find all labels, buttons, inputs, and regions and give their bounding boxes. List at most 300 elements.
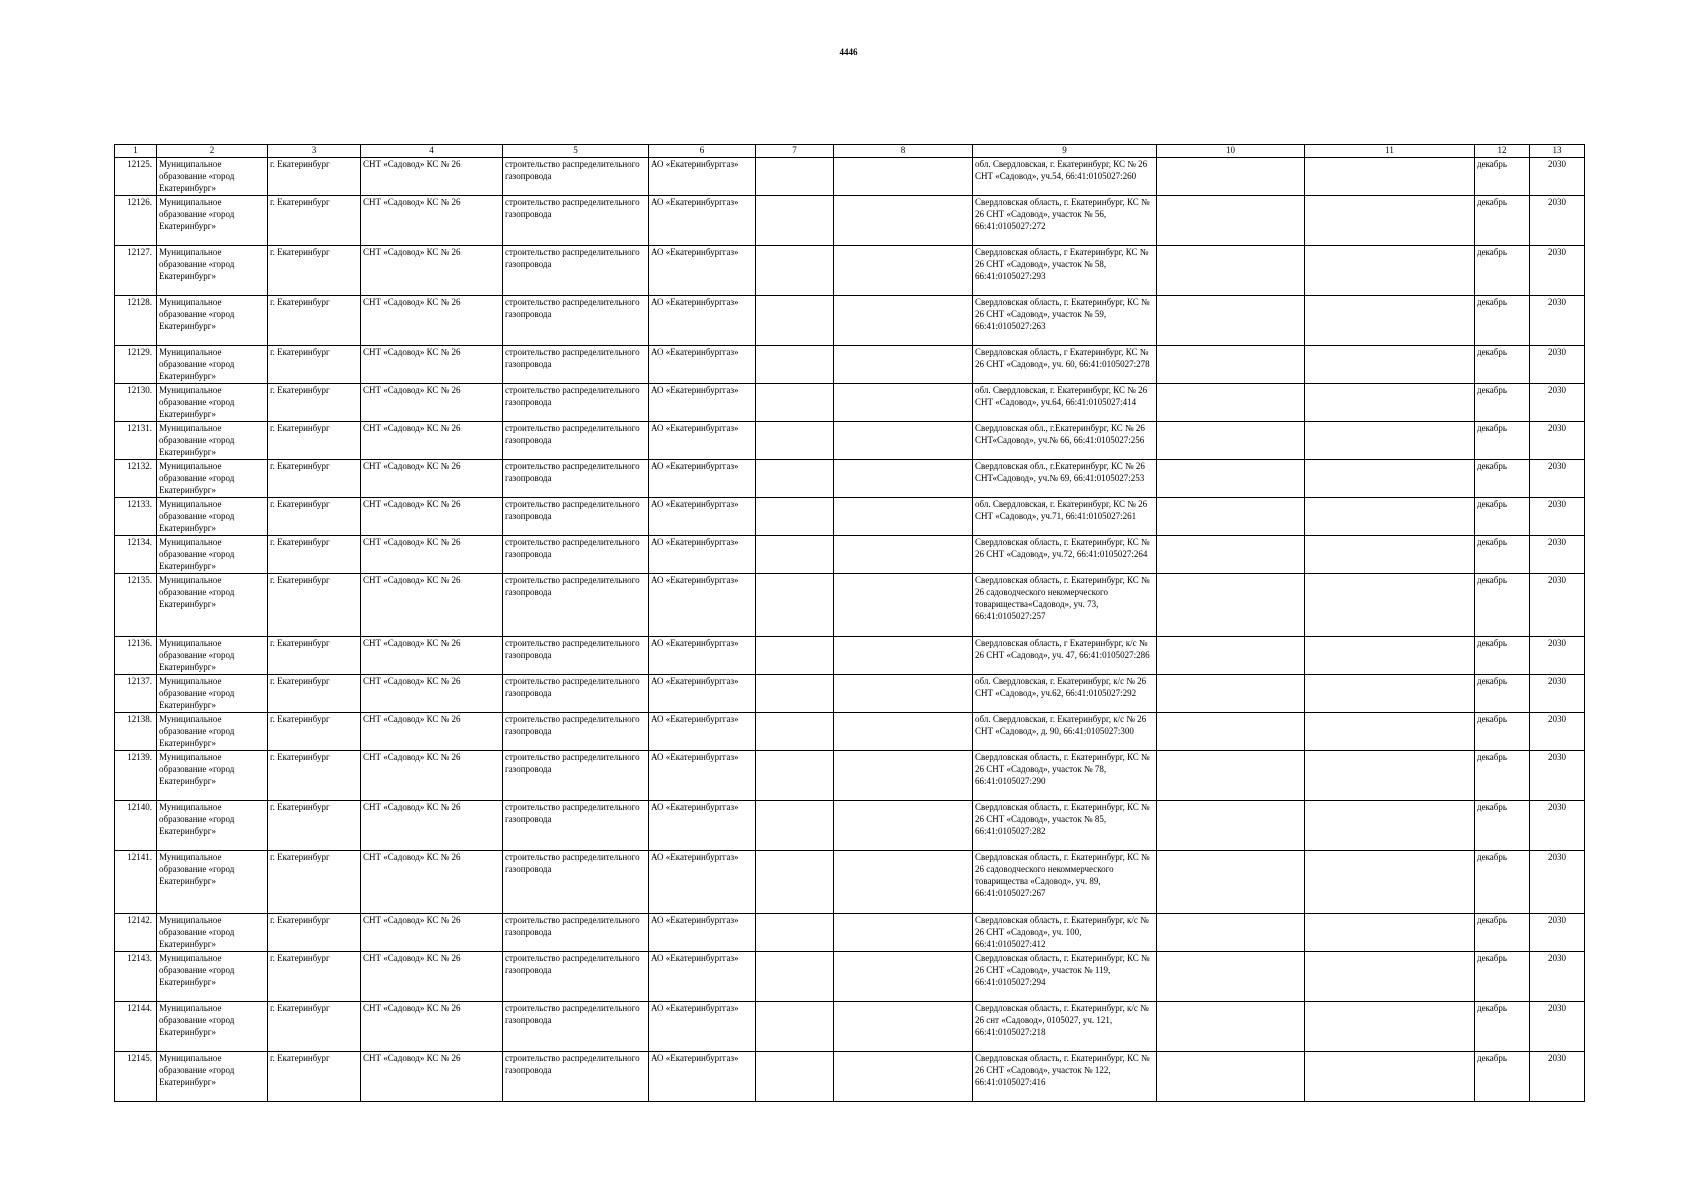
object-name-cell: СНТ «Садовод» КС № 26 bbox=[361, 675, 503, 713]
col-8-cell bbox=[834, 637, 973, 675]
column-number-row bbox=[115, 145, 1585, 158]
table-row bbox=[115, 196, 1585, 246]
address-cadastral-cell: Свердловская обл., г.Екатеринбург, КС № 26 СНТ«Садовод», уч.№ 69, 66:41:0105027:253 bbox=[973, 460, 1157, 498]
organization-cell: АО «Екатеринбурггаз» bbox=[649, 1052, 756, 1102]
row-number-cell: 12127. bbox=[115, 246, 157, 296]
locality-cell: г. Екатеринбург bbox=[268, 1052, 361, 1102]
col-11-cell bbox=[1305, 246, 1475, 296]
month-cell: декабрь bbox=[1475, 1002, 1530, 1052]
year-cell: 2030 bbox=[1530, 675, 1585, 713]
address-cadastral-cell: Свердловская область, г. Екатеринбург, КС № 26 СНТ «Садовод», участок № 122, 66:41:0105027:416 bbox=[973, 1052, 1157, 1102]
col-10-cell bbox=[1157, 296, 1305, 346]
table-row bbox=[115, 460, 1585, 498]
year-cell: 2030 bbox=[1530, 851, 1585, 914]
month-cell: декабрь bbox=[1475, 751, 1530, 801]
year-cell: 2030 bbox=[1530, 914, 1585, 952]
col-8-cell bbox=[834, 422, 973, 460]
address-cadastral-cell: Свердловская область, г Екатеринбург, КС № 26 СНТ «Садовод», уч. 60, 66:41:0105027:278 bbox=[973, 346, 1157, 384]
row-number-cell: 12140. bbox=[115, 801, 157, 851]
col-11-cell bbox=[1305, 574, 1475, 637]
col-8-cell bbox=[834, 713, 973, 751]
col-11-cell bbox=[1305, 1002, 1475, 1052]
col-11-cell bbox=[1305, 914, 1475, 952]
row-number-cell: 12129. bbox=[115, 346, 157, 384]
address-cadastral-cell: Свердловская область, г. Екатеринбург, КС № 26 садоводческого некоммерческого товарищества «Садовод», уч. 89, 66:41:0105027:267 bbox=[973, 851, 1157, 914]
work-type-cell: строительство распределительного газопровода bbox=[503, 498, 649, 536]
row-number-cell: 12133. bbox=[115, 498, 157, 536]
organization-cell: АО «Екатеринбурггаз» bbox=[649, 952, 756, 1002]
col-10-cell bbox=[1157, 384, 1305, 422]
year-cell: 2030 bbox=[1530, 713, 1585, 751]
col-header-2: 2 bbox=[157, 145, 268, 158]
col-10-cell bbox=[1157, 1052, 1305, 1102]
year-cell: 2030 bbox=[1530, 158, 1585, 196]
address-cadastral-cell: Свердловская область, г. Екатеринбург, КС № 26 СНТ «Садовод», участок № 85, 66:41:0105027:282 bbox=[973, 801, 1157, 851]
table-row bbox=[115, 246, 1585, 296]
col-10-cell bbox=[1157, 751, 1305, 801]
organization-cell: АО «Екатеринбурггаз» bbox=[649, 158, 756, 196]
year-cell: 2030 bbox=[1530, 346, 1585, 384]
object-name-cell: СНТ «Садовод» КС № 26 bbox=[361, 384, 503, 422]
col-8-cell bbox=[834, 536, 973, 574]
table-row bbox=[115, 1002, 1585, 1052]
col-10-cell bbox=[1157, 196, 1305, 246]
month-cell: декабрь bbox=[1475, 914, 1530, 952]
table-row bbox=[115, 158, 1585, 196]
col-10-cell bbox=[1157, 1002, 1305, 1052]
work-type-cell: строительство распределительного газопровода bbox=[503, 851, 649, 914]
municipality-cell: Муниципальное образование «город Екатеринбург» bbox=[157, 574, 268, 637]
month-cell: декабрь bbox=[1475, 574, 1530, 637]
col-11-cell bbox=[1305, 952, 1475, 1002]
col-8-cell bbox=[834, 498, 973, 536]
table-row bbox=[115, 346, 1585, 384]
organization-cell: АО «Екатеринбурггаз» bbox=[649, 1002, 756, 1052]
address-cadastral-cell: Свердловская область, г Екатеринбург, к/с № 26 СНТ «Садовод», уч. 47, 66:41:0105027:286 bbox=[973, 637, 1157, 675]
object-name-cell: СНТ «Садовод» КС № 26 bbox=[361, 422, 503, 460]
col-10-cell bbox=[1157, 637, 1305, 675]
address-cadastral-cell: Свердловская область, г. Екатеринбург, КС № 26 СНТ «Садовод», участок № 78, 66:41:0105027:290 bbox=[973, 751, 1157, 801]
municipality-cell: Муниципальное образование «город Екатеринбург» bbox=[157, 801, 268, 851]
object-name-cell: СНТ «Садовод» КС № 26 bbox=[361, 1002, 503, 1052]
row-number-cell: 12137. bbox=[115, 675, 157, 713]
col-8-cell bbox=[834, 675, 973, 713]
col-8-cell bbox=[834, 1002, 973, 1052]
month-cell: декабрь bbox=[1475, 158, 1530, 196]
col-10-cell bbox=[1157, 801, 1305, 851]
col-10-cell bbox=[1157, 851, 1305, 914]
col-7-cell bbox=[756, 574, 834, 637]
col-10-cell bbox=[1157, 675, 1305, 713]
object-name-cell: СНТ «Садовод» КС № 26 bbox=[361, 460, 503, 498]
locality-cell: г. Екатеринбург bbox=[268, 801, 361, 851]
table-row bbox=[115, 498, 1585, 536]
col-7-cell bbox=[756, 296, 834, 346]
col-7-cell bbox=[756, 952, 834, 1002]
col-8-cell bbox=[834, 296, 973, 346]
col-7-cell bbox=[756, 498, 834, 536]
object-name-cell: СНТ «Садовод» КС № 26 bbox=[361, 536, 503, 574]
month-cell: декабрь bbox=[1475, 246, 1530, 296]
organization-cell: АО «Екатеринбурггаз» bbox=[649, 713, 756, 751]
col-8-cell bbox=[834, 1052, 973, 1102]
object-name-cell: СНТ «Садовод» КС № 26 bbox=[361, 713, 503, 751]
address-cadastral-cell: Свердловская область, г. Екатеринбург, КС № 26 садоводческого некомерческого товарищества«Садовод», уч. 73, 66:41:0105027:257 bbox=[973, 574, 1157, 637]
locality-cell: г. Екатеринбург bbox=[268, 751, 361, 801]
col-10-cell bbox=[1157, 346, 1305, 384]
locality-cell: г. Екатеринбург bbox=[268, 851, 361, 914]
table-row bbox=[115, 637, 1585, 675]
organization-cell: АО «Екатеринбурггаз» bbox=[649, 914, 756, 952]
col-header-13: 13 bbox=[1530, 145, 1585, 158]
col-header-4: 4 bbox=[361, 145, 503, 158]
month-cell: декабрь bbox=[1475, 460, 1530, 498]
work-type-cell: строительство распределительного газопровода bbox=[503, 346, 649, 384]
year-cell: 2030 bbox=[1530, 422, 1585, 460]
col-7-cell bbox=[756, 422, 834, 460]
address-cadastral-cell: обл. Свердловская, г. Екатеринбург, КС № 26 СНТ «Садовод», уч.64, 66:41:0105027:414 bbox=[973, 384, 1157, 422]
col-7-cell bbox=[756, 851, 834, 914]
work-type-cell: строительство распределительного газопровода bbox=[503, 1002, 649, 1052]
col-8-cell bbox=[834, 460, 973, 498]
col-7-cell bbox=[756, 384, 834, 422]
address-cadastral-cell: Свердловская область, г. Екатеринбург, к/с № 26 снт «Садовод», 0105027, уч. 121, 66:41:0105027:218 bbox=[973, 1002, 1157, 1052]
year-cell: 2030 bbox=[1530, 574, 1585, 637]
organization-cell: АО «Екатеринбурггаз» bbox=[649, 637, 756, 675]
object-name-cell: СНТ «Садовод» КС № 26 bbox=[361, 574, 503, 637]
work-type-cell: строительство распределительного газопровода bbox=[503, 751, 649, 801]
month-cell: декабрь bbox=[1475, 536, 1530, 574]
locality-cell: г. Екатеринбург bbox=[268, 158, 361, 196]
organization-cell: АО «Екатеринбурггаз» bbox=[649, 296, 756, 346]
col-10-cell bbox=[1157, 422, 1305, 460]
col-7-cell bbox=[756, 751, 834, 801]
row-number-cell: 12128. bbox=[115, 296, 157, 346]
col-10-cell bbox=[1157, 574, 1305, 637]
month-cell: декабрь bbox=[1475, 637, 1530, 675]
row-number-cell: 12134. bbox=[115, 536, 157, 574]
municipality-cell: Муниципальное образование «город Екатеринбург» bbox=[157, 346, 268, 384]
row-number-cell: 12132. bbox=[115, 460, 157, 498]
work-type-cell: строительство распределительного газопровода bbox=[503, 536, 649, 574]
locality-cell: г. Екатеринбург bbox=[268, 574, 361, 637]
address-cadastral-cell: Свердловская область, г. Екатеринбург, к/с № 26 СНТ «Садовод», уч. 100, 66:41:0105027:412 bbox=[973, 914, 1157, 952]
address-cadastral-cell: обл. Свердловская, г. Екатеринбург, КС № 26 СНТ «Садовод», уч.54, 66:41:0105027:260 bbox=[973, 158, 1157, 196]
work-type-cell: строительство распределительного газопровода bbox=[503, 196, 649, 246]
col-8-cell bbox=[834, 346, 973, 384]
organization-cell: АО «Екатеринбурггаз» bbox=[649, 196, 756, 246]
object-name-cell: СНТ «Садовод» КС № 26 bbox=[361, 914, 503, 952]
organization-cell: АО «Екатеринбурггаз» bbox=[649, 384, 756, 422]
page-number: 4446 bbox=[839, 47, 858, 57]
row-number-cell: 12131. bbox=[115, 422, 157, 460]
municipality-cell: Муниципальное образование «город Екатеринбург» bbox=[157, 851, 268, 914]
col-11-cell bbox=[1305, 851, 1475, 914]
municipality-cell: Муниципальное образование «город Екатеринбург» bbox=[157, 713, 268, 751]
organization-cell: АО «Екатеринбурггаз» bbox=[649, 675, 756, 713]
address-cadastral-cell: Свердловская область, г. Екатеринбург, КС № 26 СНТ «Садовод», уч.72, 66:41:0105027:264 bbox=[973, 536, 1157, 574]
address-cadastral-cell: Свердловская область, г. Екатеринбург, КС № 26 СНТ «Садовод», участок № 59, 66:41:0105027:263 bbox=[973, 296, 1157, 346]
col-11-cell bbox=[1305, 460, 1475, 498]
locality-cell: г. Екатеринбург bbox=[268, 1002, 361, 1052]
table-row bbox=[115, 713, 1585, 751]
organization-cell: АО «Екатеринбурггаз» bbox=[649, 536, 756, 574]
year-cell: 2030 bbox=[1530, 1052, 1585, 1102]
address-cadastral-cell: Свердловская область, г. Екатеринбург, КС № 26 СНТ «Садовод», участок № 56, 66:41:0105027:272 bbox=[973, 196, 1157, 246]
locality-cell: г. Екатеринбург bbox=[268, 536, 361, 574]
year-cell: 2030 bbox=[1530, 196, 1585, 246]
organization-cell: АО «Екатеринбурггаз» bbox=[649, 851, 756, 914]
col-11-cell bbox=[1305, 637, 1475, 675]
address-cadastral-cell: Свердловская область, г Екатеринбург, КС № 26 СНТ «Садовод», участок № 58, 66:41:0105027:293 bbox=[973, 246, 1157, 296]
row-number-cell: 12141. bbox=[115, 851, 157, 914]
col-header-7: 7 bbox=[756, 145, 834, 158]
col-10-cell bbox=[1157, 952, 1305, 1002]
month-cell: декабрь bbox=[1475, 346, 1530, 384]
organization-cell: АО «Екатеринбурггаз» bbox=[649, 346, 756, 384]
locality-cell: г. Екатеринбург bbox=[268, 713, 361, 751]
month-cell: декабрь bbox=[1475, 1052, 1530, 1102]
year-cell: 2030 bbox=[1530, 498, 1585, 536]
table-row bbox=[115, 536, 1585, 574]
col-10-cell bbox=[1157, 914, 1305, 952]
municipality-cell: Муниципальное образование «город Екатеринбург» bbox=[157, 296, 268, 346]
col-11-cell bbox=[1305, 422, 1475, 460]
col-8-cell bbox=[834, 158, 973, 196]
registry-table bbox=[114, 144, 1585, 1102]
work-type-cell: строительство распределительного газопровода bbox=[503, 460, 649, 498]
work-type-cell: строительство распределительного газопровода bbox=[503, 914, 649, 952]
month-cell: декабрь bbox=[1475, 196, 1530, 246]
year-cell: 2030 bbox=[1530, 637, 1585, 675]
col-7-cell bbox=[756, 713, 834, 751]
municipality-cell: Муниципальное образование «город Екатеринбург» bbox=[157, 751, 268, 801]
object-name-cell: СНТ «Садовод» КС № 26 bbox=[361, 246, 503, 296]
object-name-cell: СНТ «Садовод» КС № 26 bbox=[361, 158, 503, 196]
address-cadastral-cell: обл. Свердловская, г. Екатеринбург, к/с № 26 СНТ «Садовод», д. 90, 66:41:0105027:300 bbox=[973, 713, 1157, 751]
col-7-cell bbox=[756, 1052, 834, 1102]
object-name-cell: СНТ «Садовод» КС № 26 bbox=[361, 346, 503, 384]
table-row bbox=[115, 914, 1585, 952]
municipality-cell: Муниципальное образование «город Екатеринбург» bbox=[157, 536, 268, 574]
organization-cell: АО «Екатеринбурггаз» bbox=[649, 574, 756, 637]
col-10-cell bbox=[1157, 246, 1305, 296]
col-7-cell bbox=[756, 196, 834, 246]
row-number-cell: 12130. bbox=[115, 384, 157, 422]
table-row bbox=[115, 675, 1585, 713]
col-8-cell bbox=[834, 574, 973, 637]
year-cell: 2030 bbox=[1530, 1002, 1585, 1052]
col-11-cell bbox=[1305, 801, 1475, 851]
col-8-cell bbox=[834, 914, 973, 952]
work-type-cell: строительство распределительного газопровода bbox=[503, 246, 649, 296]
col-11-cell bbox=[1305, 346, 1475, 384]
col-10-cell bbox=[1157, 498, 1305, 536]
work-type-cell: строительство распределительного газопровода bbox=[503, 158, 649, 196]
col-11-cell bbox=[1305, 751, 1475, 801]
col-7-cell bbox=[756, 1002, 834, 1052]
row-number-cell: 12144. bbox=[115, 1002, 157, 1052]
object-name-cell: СНТ «Садовод» КС № 26 bbox=[361, 498, 503, 536]
object-name-cell: СНТ «Садовод» КС № 26 bbox=[361, 637, 503, 675]
col-header-5: 5 bbox=[503, 145, 649, 158]
col-10-cell bbox=[1157, 536, 1305, 574]
col-8-cell bbox=[834, 851, 973, 914]
col-header-12: 12 bbox=[1475, 145, 1530, 158]
col-header-1: 1 bbox=[115, 145, 157, 158]
month-cell: декабрь bbox=[1475, 498, 1530, 536]
month-cell: декабрь bbox=[1475, 851, 1530, 914]
col-11-cell bbox=[1305, 384, 1475, 422]
table-row bbox=[115, 422, 1585, 460]
month-cell: декабрь bbox=[1475, 422, 1530, 460]
municipality-cell: Муниципальное образование «город Екатеринбург» bbox=[157, 952, 268, 1002]
work-type-cell: строительство распределительного газопровода bbox=[503, 384, 649, 422]
col-7-cell bbox=[756, 158, 834, 196]
col-header-10: 10 bbox=[1157, 145, 1305, 158]
object-name-cell: СНТ «Садовод» КС № 26 bbox=[361, 751, 503, 801]
col-header-9: 9 bbox=[973, 145, 1157, 158]
organization-cell: АО «Екатеринбурггаз» bbox=[649, 801, 756, 851]
work-type-cell: строительство распределительного газопровода bbox=[503, 952, 649, 1002]
locality-cell: г. Екатеринбург bbox=[268, 296, 361, 346]
col-8-cell bbox=[834, 801, 973, 851]
col-header-6: 6 bbox=[649, 145, 756, 158]
locality-cell: г. Екатеринбург bbox=[268, 196, 361, 246]
table-row bbox=[115, 574, 1585, 637]
table-row bbox=[115, 801, 1585, 851]
year-cell: 2030 bbox=[1530, 246, 1585, 296]
year-cell: 2030 bbox=[1530, 296, 1585, 346]
table-header bbox=[115, 145, 1585, 158]
year-cell: 2030 bbox=[1530, 751, 1585, 801]
row-number-cell: 12135. bbox=[115, 574, 157, 637]
month-cell: декабрь bbox=[1475, 801, 1530, 851]
locality-cell: г. Екатеринбург bbox=[268, 346, 361, 384]
organization-cell: АО «Екатеринбурггаз» bbox=[649, 498, 756, 536]
locality-cell: г. Екатеринбург bbox=[268, 914, 361, 952]
organization-cell: АО «Екатеринбурггаз» bbox=[649, 422, 756, 460]
col-11-cell bbox=[1305, 498, 1475, 536]
col-11-cell bbox=[1305, 675, 1475, 713]
municipality-cell: Муниципальное образование «город Екатеринбург» bbox=[157, 384, 268, 422]
col-7-cell bbox=[756, 536, 834, 574]
address-cadastral-cell: обл. Свердловская, г. Екатеринбург, к/с № 26 СНТ «Садовод», уч.62, 66:41:0105027:292 bbox=[973, 675, 1157, 713]
municipality-cell: Муниципальное образование «город Екатеринбург» bbox=[157, 637, 268, 675]
year-cell: 2030 bbox=[1530, 952, 1585, 1002]
locality-cell: г. Екатеринбург bbox=[268, 952, 361, 1002]
object-name-cell: СНТ «Садовод» КС № 26 bbox=[361, 1052, 503, 1102]
month-cell: декабрь bbox=[1475, 952, 1530, 1002]
col-header-3: 3 bbox=[268, 145, 361, 158]
address-cadastral-cell: обл. Свердловская, г. Екатеринбург, КС № 26 СНТ «Садовод», уч.71, 66:41:0105027:261 bbox=[973, 498, 1157, 536]
work-type-cell: строительство распределительного газопровода bbox=[503, 675, 649, 713]
municipality-cell: Муниципальное образование «город Екатеринбург» bbox=[157, 246, 268, 296]
municipality-cell: Муниципальное образование «город Екатеринбург» bbox=[157, 158, 268, 196]
row-number-cell: 12136. bbox=[115, 637, 157, 675]
locality-cell: г. Екатеринбург bbox=[268, 498, 361, 536]
object-name-cell: СНТ «Садовод» КС № 26 bbox=[361, 851, 503, 914]
locality-cell: г. Екатеринбург bbox=[268, 422, 361, 460]
object-name-cell: СНТ «Садовод» КС № 26 bbox=[361, 196, 503, 246]
locality-cell: г. Екатеринбург bbox=[268, 460, 361, 498]
col-7-cell bbox=[756, 801, 834, 851]
row-number-cell: 12143. bbox=[115, 952, 157, 1002]
col-11-cell bbox=[1305, 158, 1475, 196]
municipality-cell: Муниципальное образование «город Екатеринбург» bbox=[157, 675, 268, 713]
row-number-cell: 12142. bbox=[115, 914, 157, 952]
col-header-11: 11 bbox=[1305, 145, 1475, 158]
col-11-cell bbox=[1305, 296, 1475, 346]
work-type-cell: строительство распределительного газопровода bbox=[503, 574, 649, 637]
work-type-cell: строительство распределительного газопровода bbox=[503, 1052, 649, 1102]
work-type-cell: строительство распределительного газопровода bbox=[503, 422, 649, 460]
row-number-cell: 12138. bbox=[115, 713, 157, 751]
year-cell: 2030 bbox=[1530, 460, 1585, 498]
municipality-cell: Муниципальное образование «город Екатеринбург» bbox=[157, 914, 268, 952]
year-cell: 2030 bbox=[1530, 801, 1585, 851]
col-7-cell bbox=[756, 460, 834, 498]
locality-cell: г. Екатеринбург bbox=[268, 637, 361, 675]
organization-cell: АО «Екатеринбурггаз» bbox=[649, 460, 756, 498]
col-7-cell bbox=[756, 914, 834, 952]
table-row bbox=[115, 1052, 1585, 1102]
col-7-cell bbox=[756, 675, 834, 713]
municipality-cell: Муниципальное образование «город Екатеринбург» bbox=[157, 1052, 268, 1102]
col-11-cell bbox=[1305, 196, 1475, 246]
table-row bbox=[115, 384, 1585, 422]
address-cadastral-cell: Свердловская область, г. Екатеринбург, КС № 26 СНТ «Садовод», участок № 119, 66:41:0105027:294 bbox=[973, 952, 1157, 1002]
col-8-cell bbox=[834, 196, 973, 246]
year-cell: 2030 bbox=[1530, 536, 1585, 574]
month-cell: декабрь bbox=[1475, 713, 1530, 751]
municipality-cell: Муниципальное образование «город Екатеринбург» bbox=[157, 1002, 268, 1052]
col-7-cell bbox=[756, 246, 834, 296]
object-name-cell: СНТ «Садовод» КС № 26 bbox=[361, 296, 503, 346]
table-body bbox=[115, 158, 1585, 1102]
col-11-cell bbox=[1305, 1052, 1475, 1102]
table-row bbox=[115, 952, 1585, 1002]
locality-cell: г. Екатеринбург bbox=[268, 675, 361, 713]
object-name-cell: СНТ «Садовод» КС № 26 bbox=[361, 952, 503, 1002]
year-cell: 2030 bbox=[1530, 384, 1585, 422]
work-type-cell: строительство распределительного газопровода bbox=[503, 296, 649, 346]
col-8-cell bbox=[834, 952, 973, 1002]
locality-cell: г. Екатеринбург bbox=[268, 246, 361, 296]
row-number-cell: 12139. bbox=[115, 751, 157, 801]
col-header-8: 8 bbox=[834, 145, 973, 158]
work-type-cell: строительство распределительного газопровода bbox=[503, 637, 649, 675]
col-8-cell bbox=[834, 751, 973, 801]
col-8-cell bbox=[834, 246, 973, 296]
col-10-cell bbox=[1157, 713, 1305, 751]
organization-cell: АО «Екатеринбурггаз» bbox=[649, 246, 756, 296]
col-8-cell bbox=[834, 384, 973, 422]
work-type-cell: строительство распределительного газопровода bbox=[503, 801, 649, 851]
work-type-cell: строительство распределительного газопровода bbox=[503, 713, 649, 751]
row-number-cell: 12125. bbox=[115, 158, 157, 196]
municipality-cell: Муниципальное образование «город Екатеринбург» bbox=[157, 422, 268, 460]
row-number-cell: 12126. bbox=[115, 196, 157, 246]
col-7-cell bbox=[756, 637, 834, 675]
municipality-cell: Муниципальное образование «город Екатеринбург» bbox=[157, 196, 268, 246]
locality-cell: г. Екатеринбург bbox=[268, 384, 361, 422]
col-10-cell bbox=[1157, 158, 1305, 196]
object-name-cell: СНТ «Садовод» КС № 26 bbox=[361, 801, 503, 851]
address-cadastral-cell: Свердловская обл., г.Екатеринбург, КС № 26 СНТ«Садовод», уч.№ 66, 66:41:0105027:256 bbox=[973, 422, 1157, 460]
col-10-cell bbox=[1157, 460, 1305, 498]
month-cell: декабрь bbox=[1475, 296, 1530, 346]
